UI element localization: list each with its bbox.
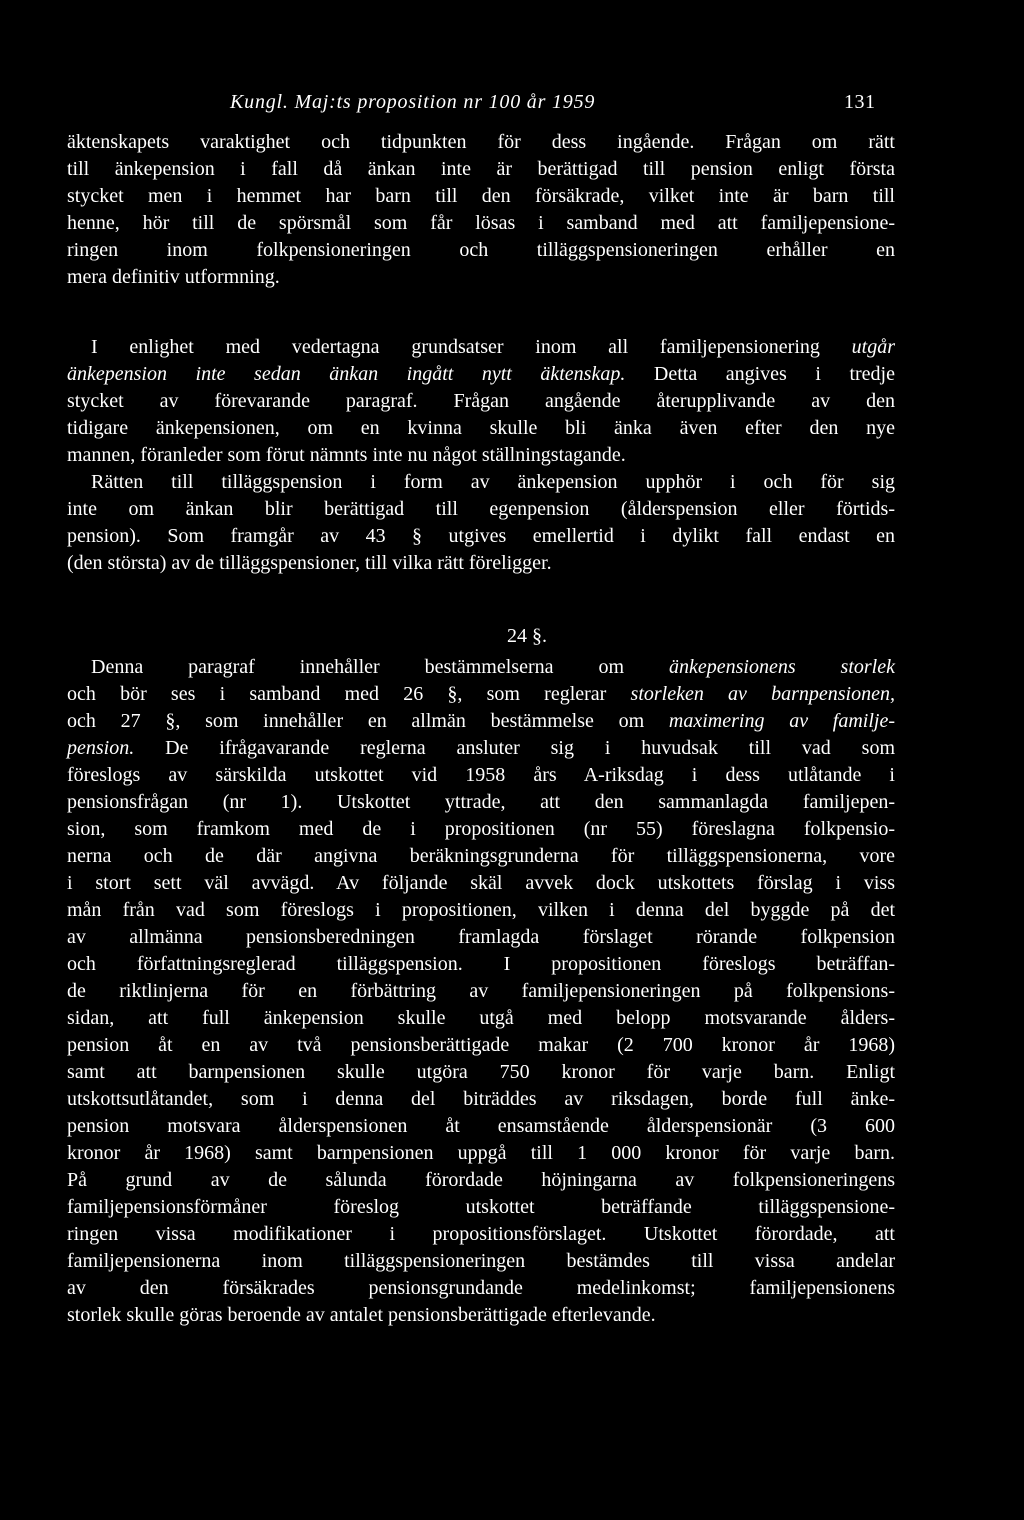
page-number: 131 <box>844 91 876 113</box>
text-line: henne, hör till de spörsmål som får lösas i samband med att familjepensione- <box>67 212 895 234</box>
text-run: Detta angives i tredje <box>625 363 895 385</box>
text-run: I enlighet med vedertagna grundsatser inom all familjepensionering <box>91 336 852 358</box>
text-line: de riktlinjerna för en förbättring av familjepensioneringen på folkpensions- <box>67 980 895 1002</box>
text-line: ringen inom folkpensioneringen och tilläggspensioneringen erhåller en <box>67 239 895 261</box>
text-line: kronor år 1968) samt barnpensionen uppgå till 1 000 kronor för varje barn. <box>67 1142 895 1164</box>
text-line: Rätten till tilläggspension i form av änkepension upphör i och för sig <box>91 471 895 493</box>
text-run: och bör ses i samband med 26 §, som reglerar <box>67 683 631 705</box>
text-line: sidan, att full änkepension skulle utgå med belopp motsvarande ålders- <box>67 1007 895 1029</box>
text-line: äktenskapets varaktighet och tidpunkten för dess ingående. Frågan om rätt <box>67 131 895 153</box>
text-line: sion, som framkom med de i propositionen (nr 55) föreslagna folkpensio- <box>67 818 895 840</box>
text-line: stycket av förevarande paragraf. Frågan angående återupplivande av den <box>67 390 895 412</box>
text-run: och 27 §, som innehåller en allmän bestämmelse om <box>67 710 669 732</box>
running-header <box>0 86 1024 118</box>
text-line <box>67 361 895 388</box>
paragraph-4 <box>67 654 895 1329</box>
text-line: pension åt en av två pensionsberättigade makar (2 700 kronor år 1968) <box>67 1034 895 1056</box>
italic-run: änkepensionens storlek <box>668 656 895 678</box>
paragraph-1 <box>67 129 895 291</box>
text-line: mån från vad som föreslogs i propositionen, vilken i denna del byggde på det <box>67 899 895 921</box>
text-run: Denna paragraf innehåller bestämmelserna om <box>91 656 669 678</box>
text-line: pensionsfrågan (nr 1). Utskottet yttrade, att den sammanlagda familjepen- <box>67 791 895 813</box>
text-line <box>67 334 895 361</box>
text-line: föreslogs av särskilda utskottet vid 1958 års A-riksdag i dess utlåtande i <box>67 764 895 786</box>
text-run: De ifrågavarande reglerna ansluter sig i huvudsak till vad som <box>134 737 895 759</box>
italic-run: utgår <box>851 336 895 358</box>
italic-run: änkepension inte sedan änkan ingått nytt äktenskap. <box>67 363 626 385</box>
italic-run: pension. <box>67 737 135 759</box>
text-line: av den försäkrades pensionsgrundande medelinkomst; familjepensionens <box>67 1277 895 1299</box>
text-line: till änkepension i fall då änkan inte är berättigad till pension enligt första <box>67 158 895 180</box>
text-line: samt att barnpensionen skulle utgöra 750 kronor för varje barn. Enligt <box>67 1061 895 1083</box>
text-line: På grund av de sålunda förordade höjningarna av folkpensioneringens <box>67 1169 895 1191</box>
text-line: i stort sett väl avvägd. Av följande skäl avvek dock utskottets förslag i viss <box>67 872 895 894</box>
text-line: och författningsreglerad tilläggspension. I propositionen föreslogs beträffan- <box>67 953 895 975</box>
text-line: ringen vissa modifikationer i propositionsförslaget. Utskottet förordade, att <box>67 1223 895 1245</box>
text-line: tidigare änkepensionen, om en kvinna skulle bli änka även efter den nye <box>67 417 895 439</box>
text-line: (den största) av de tilläggspensioner, till vilka rätt föreligger. <box>67 552 552 574</box>
text-line: nerna och de där angivna beräkningsgrunderna för tilläggspensionerna, vore <box>67 845 895 867</box>
italic-run: maximering av familje- <box>668 710 896 732</box>
text-line: familjepensionsförmåner föreslog utskottet beträffande tilläggspensione- <box>67 1196 895 1218</box>
text-line: familjepensionerna inom tilläggspensioneringen bestämdes till vissa andelar <box>67 1250 895 1272</box>
text-line <box>67 654 895 681</box>
section-heading: 24 §. <box>507 625 547 647</box>
text-line: pension motsvara ålderspensionen åt ensamstående ålderspensionär (3 600 <box>67 1115 895 1137</box>
text-line <box>67 681 895 708</box>
text-line: inte om änkan blir berättigad till egenpension (ålderspension eller förtids- <box>67 498 895 520</box>
text-line: utskottsutlåtandet, som i denna del biträddes av riksdagen, borde full änke- <box>67 1088 895 1110</box>
text-line: pension). Som framgår av 43 § utgives emellertid i dylikt fall endast en <box>67 525 895 547</box>
text-line: mera definitiv utformning. <box>67 266 280 288</box>
text-line <box>67 708 895 735</box>
italic-run: storleken av barnpensionen, <box>630 683 895 705</box>
text-line: stycket men i hemmet har barn till den försäkrade, vilket inte är barn till <box>67 185 895 207</box>
header-title: Kungl. Maj:ts proposition nr 100 år 1959 <box>230 91 596 113</box>
paragraph-2-3 <box>67 334 895 577</box>
text-line <box>67 735 895 762</box>
text-line: av allmänna pensionsberedningen framlagda förslaget rörande folkpension <box>67 926 895 948</box>
text-line: mannen, föranleder som förut nämnts inte nu något ställningstagande. <box>67 444 626 466</box>
text-line: storlek skulle göras beroende av antalet pensionsberättigade efterlevande. <box>67 1304 656 1326</box>
